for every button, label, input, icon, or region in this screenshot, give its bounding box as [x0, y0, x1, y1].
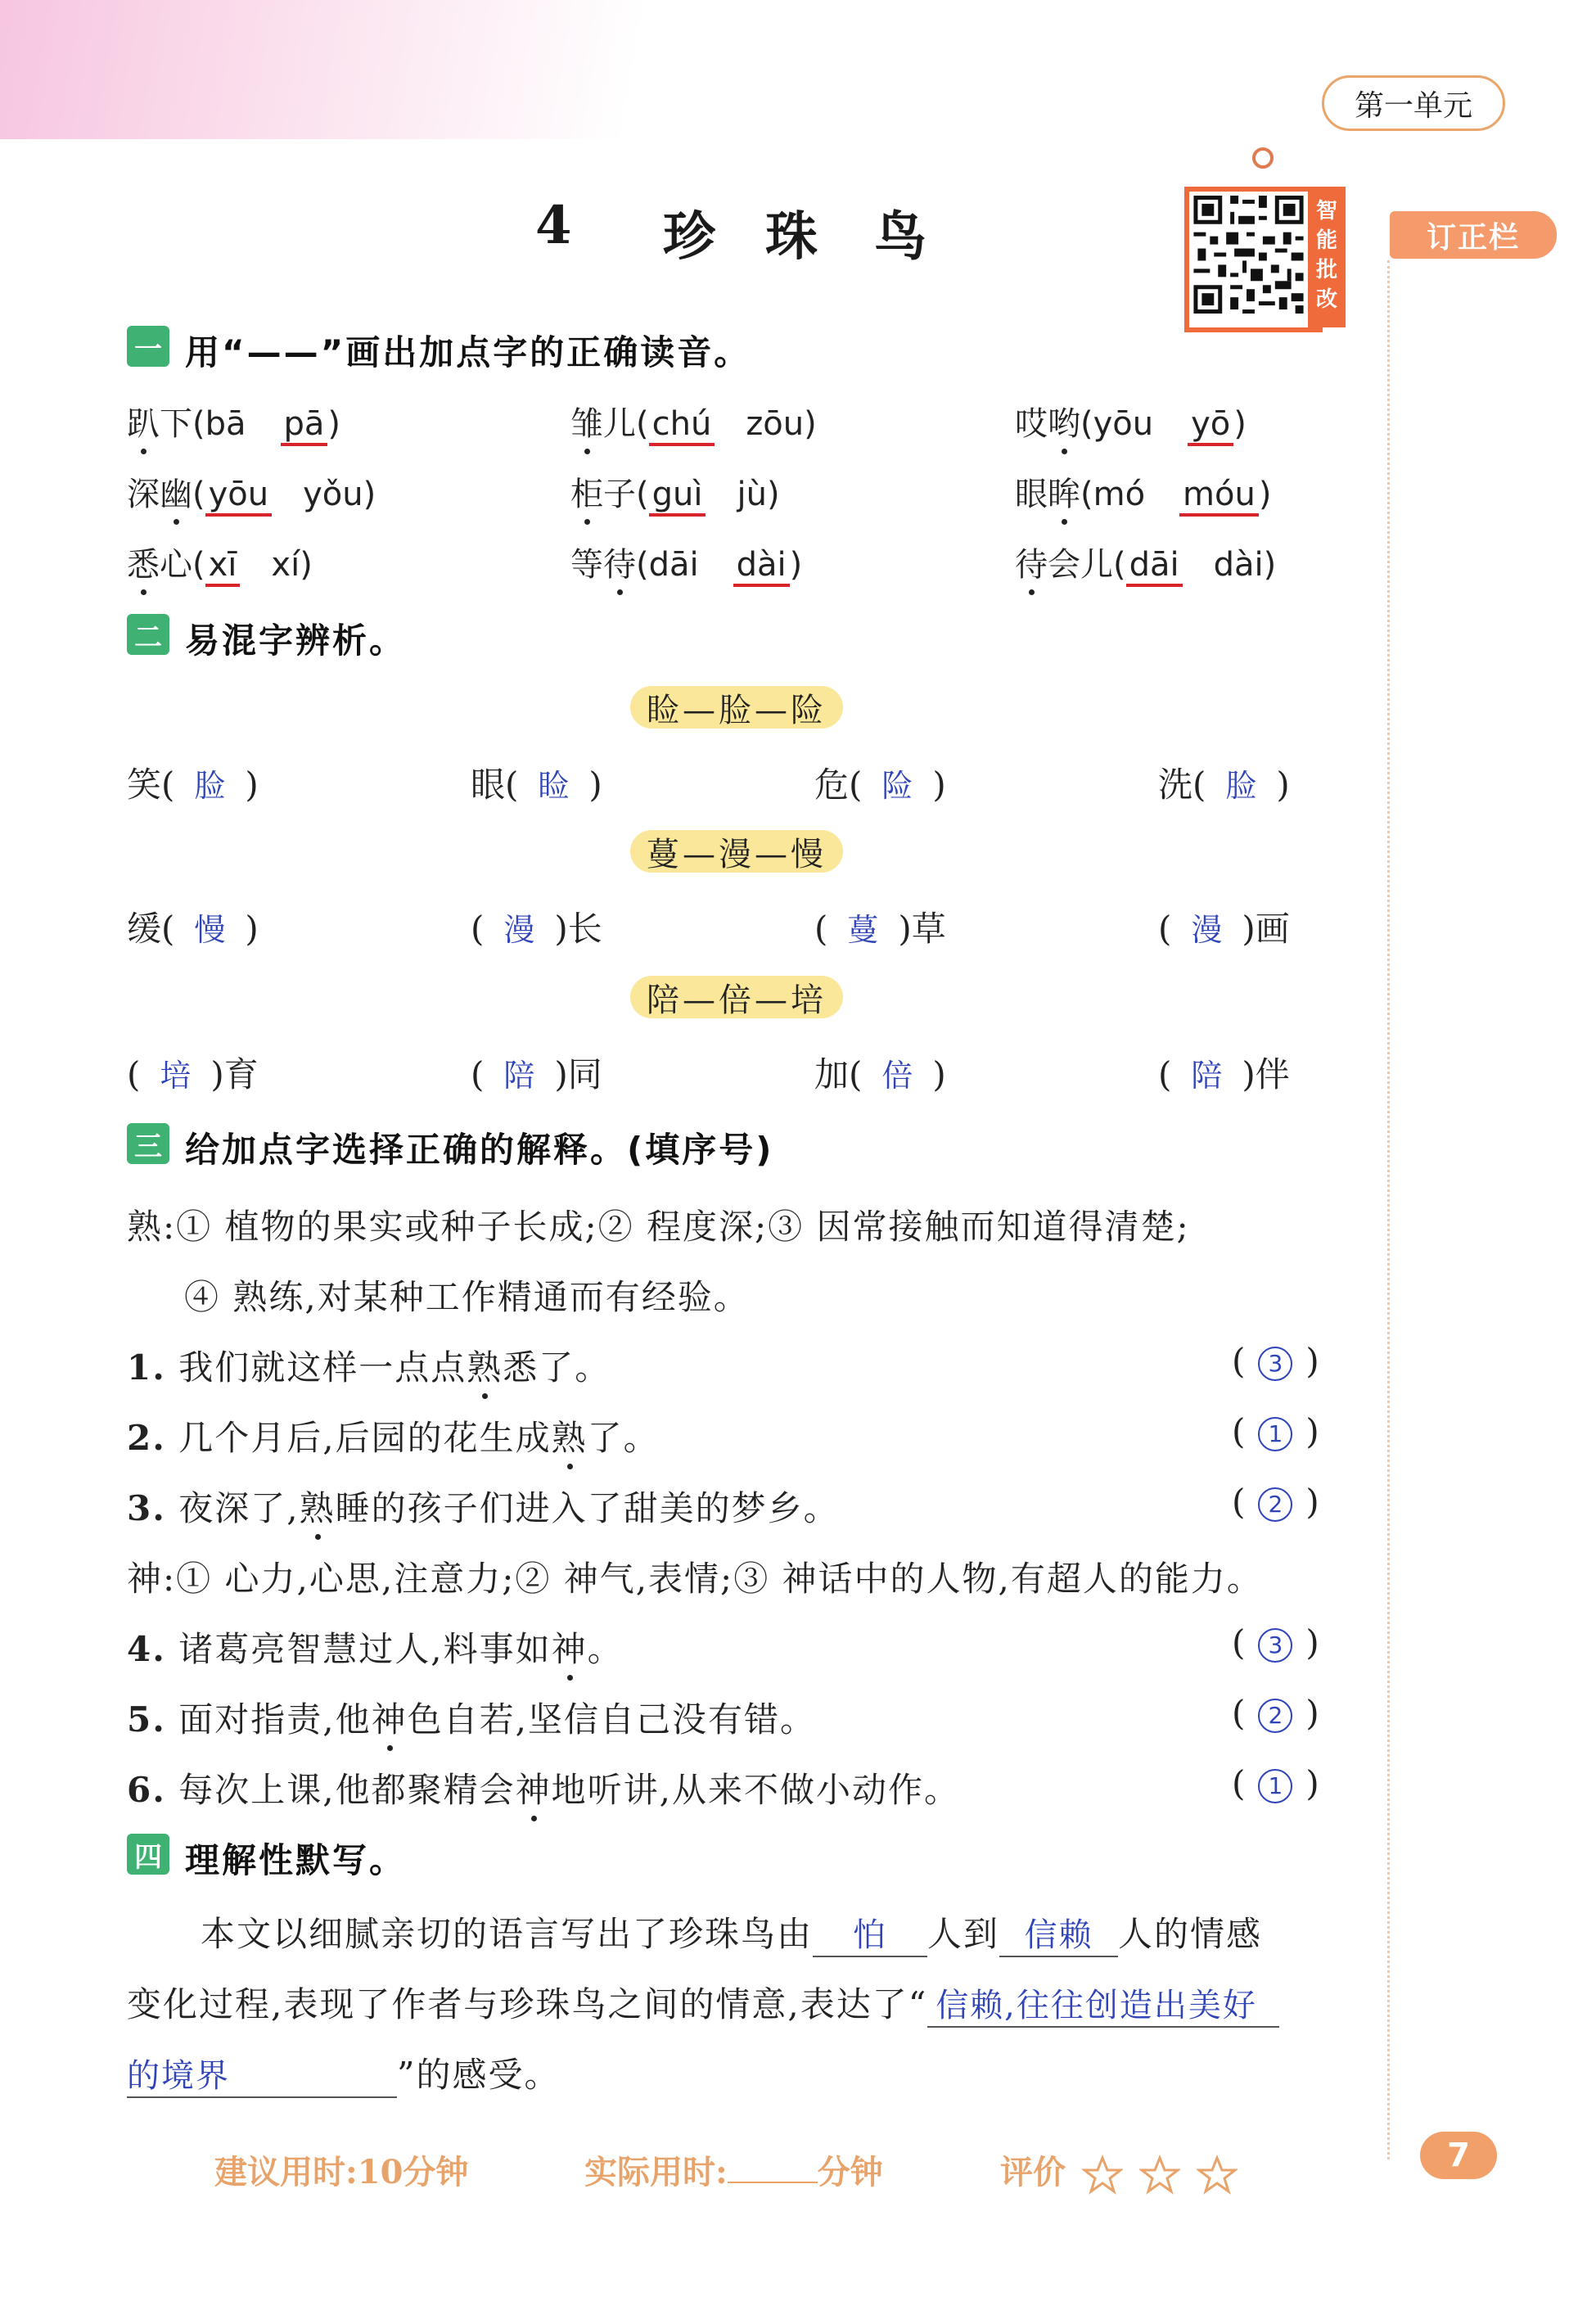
char-item: 笑( 脸 )	[127, 765, 259, 805]
correct-pinyin-underline: dāi	[1126, 546, 1183, 587]
correct-pinyin-underline: guì	[649, 476, 706, 517]
char-item: 危( 险 )	[814, 765, 946, 805]
question-item: 6. 每次上课,他都聚精会神地听讲,从来不做小动作。	[127, 1770, 960, 1810]
pinyin-item: 趴下(bā pā )	[127, 398, 340, 445]
star-icon[interactable]	[1197, 2155, 1238, 2195]
correct-pinyin-underline: xī	[205, 546, 241, 587]
answer-mark: 1	[1258, 1769, 1292, 1803]
dictation-line-3: 的境界 ”的感受。	[127, 2048, 560, 2098]
dictation-line-1: 本文以细腻亲切的语言写出了珍珠鸟由 怕 人到 信赖 人的情感	[201, 1907, 1262, 1957]
char-item: ( 陪 )同	[471, 1054, 602, 1094]
definition-shu: 熟:① 植物的果实或种子长成;② 程度深;③ 因常接触而知道得清楚;	[127, 1207, 1190, 1247]
char-item: ( 漫 )画	[1158, 909, 1290, 949]
title-char-1: 珍	[663, 206, 715, 268]
correct-pinyin-underline: chú	[649, 405, 715, 446]
correct-pinyin-underline: pā	[281, 405, 328, 446]
char-item: 眼( 睑 )	[471, 765, 602, 805]
char-group-label: 睑—脸—险	[630, 686, 843, 729]
correct-pinyin-underline: dài	[733, 546, 790, 587]
title-char-2: 珠	[765, 206, 818, 268]
pinyin-item: 等待(dāi dài )	[570, 539, 802, 585]
unit-badge: 第一单元	[1322, 75, 1505, 131]
pinyin-item: 悉心( xī xí)	[127, 539, 313, 585]
section-2-number: 二	[127, 614, 169, 655]
char-item: ( 陪 )伴	[1158, 1054, 1290, 1094]
answer-mark: 3	[1258, 1628, 1292, 1663]
char-item: 加( 倍 )	[814, 1054, 946, 1094]
answer-mark: 1	[1258, 1417, 1292, 1451]
rating: 评价	[1000, 2146, 1238, 2195]
answer-slot: ( 2 )	[1232, 1693, 1319, 1733]
suggested-time: 建议用时:10分钟	[214, 2153, 469, 2191]
definition-shen: 神:① 心力,心思,注意力;② 神气,表情;③ 神话中的人物,有超人的能力。	[127, 1559, 1263, 1599]
lesson-number: 4	[535, 195, 572, 256]
char-group-label: 陪—倍—培	[630, 976, 843, 1018]
section-2-title: 易混字辨析。	[185, 621, 407, 661]
qr-hanger	[1252, 147, 1274, 169]
answer-mark: 2	[1258, 1699, 1292, 1733]
pinyin-item: 深幽( yōu yǒu)	[127, 468, 376, 515]
correct-pinyin-underline: móu	[1179, 476, 1259, 517]
answer-slot: ( 1 )	[1232, 1411, 1319, 1451]
question-item: 3. 夜深了,熟睡的孩子们进入了甜美的梦乡。	[127, 1488, 840, 1528]
answer-blank[interactable]: 信赖,往往创造出美好	[927, 1979, 1279, 2028]
answer-blank[interactable]: 怕	[813, 1909, 927, 1957]
question-item: 5. 面对指责,他神色自若,坚信自己没有错。	[127, 1699, 816, 1740]
section-1-number: 一	[127, 326, 169, 367]
section-4-number: 四	[127, 1834, 169, 1875]
correct-pinyin-underline: yō	[1188, 405, 1233, 446]
char-item: ( 漫 )长	[471, 909, 602, 949]
definition-shu-cont: ④ 熟练,对某种工作精通而有经验。	[184, 1277, 750, 1317]
dictation-line-2: 变化过程,表现了作者与珍珠鸟之间的情意,表达了“ 信赖,往往创造出美好	[127, 1978, 1279, 2028]
char-item: 洗( 脸 )	[1158, 765, 1290, 805]
answer-slot: ( 3 )	[1232, 1622, 1319, 1663]
title-char-3: 鸟	[874, 206, 926, 268]
pinyin-item: 眼眸(mó móu )	[1015, 468, 1271, 515]
qr-label: 智能批改	[1308, 187, 1346, 327]
correction-column-divider	[1387, 260, 1390, 2159]
section-3-title: 给加点字选择正确的解释。(填序号)	[185, 1130, 774, 1170]
actual-time: 实际用时: 分钟	[584, 2153, 883, 2191]
char-item: ( 蔓 )草	[814, 909, 946, 949]
question-item: 1. 我们就这样一点点熟悉了。	[127, 1347, 611, 1388]
correction-column-label: 订正栏	[1390, 211, 1557, 259]
page-corner-decoration	[0, 0, 900, 139]
answer-slot: ( 3 )	[1232, 1341, 1319, 1381]
char-item: ( 培 )育	[127, 1054, 259, 1094]
pinyin-item: 哎哟(yōu yō )	[1015, 398, 1247, 445]
char-item: 缓( 慢 )	[127, 909, 259, 949]
answer-slot: ( 1 )	[1232, 1763, 1319, 1803]
answer-blank[interactable]: 信赖	[999, 1909, 1118, 1957]
section-3-number: 三	[127, 1123, 169, 1164]
pinyin-item: 雏儿( chú zōu)	[570, 398, 817, 445]
section-1-title: 用“——”画出加点字的正确读音。	[185, 332, 751, 372]
section-4-title: 理解性默写。	[185, 1840, 407, 1880]
page-number: 7	[1420, 2132, 1497, 2179]
question-item: 4. 诸葛亮智慧过人,料事如神。	[127, 1629, 624, 1669]
answer-slot: ( 2 )	[1232, 1482, 1319, 1522]
question-item: 2. 几个月后,后园的花生成熟了。	[127, 1418, 660, 1458]
answer-blank[interactable]: 的境界	[127, 2050, 397, 2098]
star-icon[interactable]	[1139, 2155, 1180, 2195]
pinyin-item: 待会儿( dāi dài)	[1015, 539, 1276, 585]
answer-mark: 3	[1258, 1347, 1292, 1381]
answer-mark: 2	[1258, 1487, 1292, 1522]
correct-pinyin-underline: yōu	[205, 476, 273, 517]
char-group-label: 蔓—漫—慢	[630, 830, 843, 873]
actual-time-blank[interactable]	[728, 2182, 818, 2183]
qr-code-icon[interactable]	[1184, 187, 1323, 332]
pinyin-item: 柜子( guì jù)	[570, 468, 780, 515]
star-icon[interactable]	[1082, 2155, 1123, 2195]
